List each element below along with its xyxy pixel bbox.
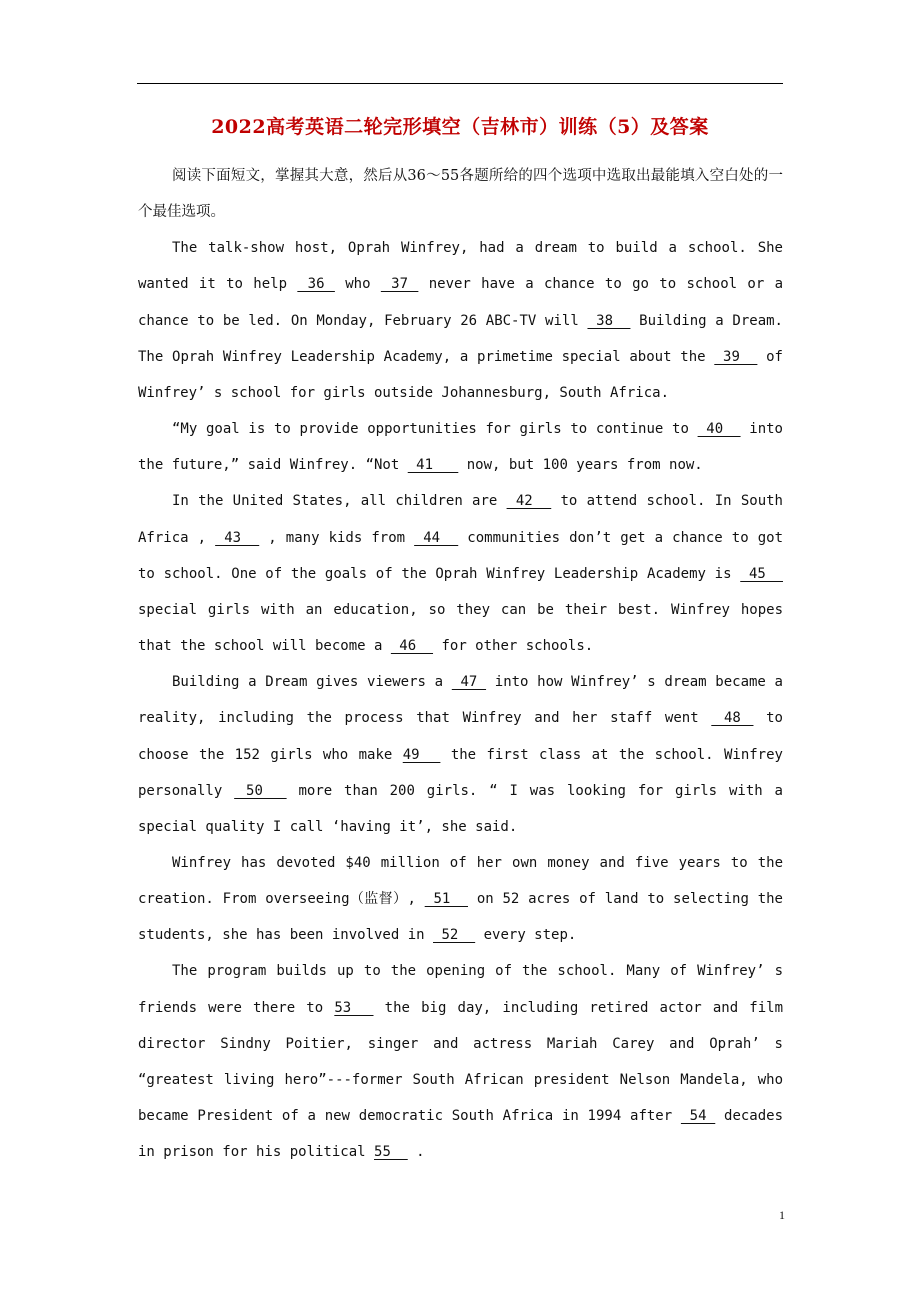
passage-text: In the United States, all children are [172,493,507,510]
passage-text: The talk-show host, Oprah Winfrey, had a dream to build a school. She wanted it to help [138,240,783,293]
answer-blank: 42 [506,493,552,510]
answer-blank: 52 [433,927,476,944]
passage-text: more than 200 girls. “ I was looking for girls with a special quality I call ‘having it’, she said. [138,782,783,835]
passage-text: into how Winfrey’ s dream became a reality, including the process that Winfrey and her staff went [138,674,783,727]
passage-text: into the future,” said Winfrey. “Not [138,421,783,474]
answer-blank: 51 [424,891,468,908]
passage-text: on 52 acres of land to selecting the students, she has been involved in [138,891,783,944]
answer-blank: 41 [407,457,459,474]
passage-text: The program builds up to the opening of the school. Many of Winfrey’ s friends were there to [138,963,783,1016]
passage-text: Winfrey has devoted $40 million of her own money and five years to the creation. From overseeing（监督）, [138,854,783,908]
passage-paragraph [138,411,783,483]
passage-text: for other schools. [433,638,594,655]
passage-text: , many kids from [259,529,415,546]
answer-blank: 48 [711,710,754,727]
passage-text: every step. [475,927,577,944]
passage-paragraph [138,230,783,411]
passage-text: Building a Dream. The Oprah Winfrey Leadership Academy, a primetime special about the [138,312,783,365]
passage-text: never have a chance to go to school or a chance to be led. On Monday, February 26 ABC-TV will [138,276,784,329]
answer-blank: 40 [697,421,741,438]
answer-blank: 38 [587,312,631,329]
passage-text: communities don’t get a chance to got to school. One of the goals of the Oprah Winfrey Leadership Academy is [138,529,783,582]
passage-text: the big day, including retired actor and film director Sindny Poitier, singer and actress Mariah Carey and Oprah’ s “greatest living hero”---former South African president Nelson Mandela, who became President of a new democratic South Africa in 1994 after [138,999,783,1125]
answer-blank: 39 [714,348,758,365]
answer-blank: 53 [334,999,374,1016]
passage-text: who [334,276,381,293]
answer-blank: 49 [402,746,441,763]
passage-text: now, but 100 years from now. [458,457,703,474]
passage-paragraph [138,664,783,845]
passage-text: decades in prison for his political [138,1108,784,1161]
passage-text: “My goal is to provide opportunities for girls to continue to [172,421,698,438]
answer-blank: 36 [297,276,335,293]
passage-paragraph [138,845,783,953]
passage-text: . [407,1144,425,1161]
answer-blank: 55 [374,1144,408,1161]
document-title: 2022高考英语二轮完形填空（吉林市）训练（5）及答案 [211,116,709,138]
answer-blank: 50 [234,782,287,799]
passage-text: the first class at the school. Winfrey personally [138,746,783,799]
answer-blank: 54 [680,1108,716,1125]
passage-paragraph [138,483,783,664]
answer-blank: 47 [451,674,487,691]
passage-text: of Winfrey’ s school for girls outside Johannesburg, South Africa. [138,348,783,401]
passage-text: to choose the 152 girls who make [138,710,783,763]
header-rule [137,83,783,84]
answer-blank: 37 [380,276,419,293]
answer-blank: 46 [390,638,434,655]
page-number: 1 [779,1208,785,1222]
passage [138,230,783,1170]
answer-blank: 44 [414,529,459,546]
passage-text: to attend school. In South Africa , [138,493,783,546]
answer-blank: 43 [215,529,260,546]
answer-blank: 45 [740,565,783,582]
passage-text: Building a Dream gives viewers a [172,674,452,691]
passage-text: special girls with an education, so they can be their best. Winfrey hopes that the school will become a [138,601,783,655]
passage-paragraph [138,953,783,1170]
instructions: 阅读下面短文，掌握其大意，然后从36～55各题所给的四个选项中选取出最能填入空白处的一个最佳选项。 [138,168,783,221]
document-body [138,158,783,1170]
